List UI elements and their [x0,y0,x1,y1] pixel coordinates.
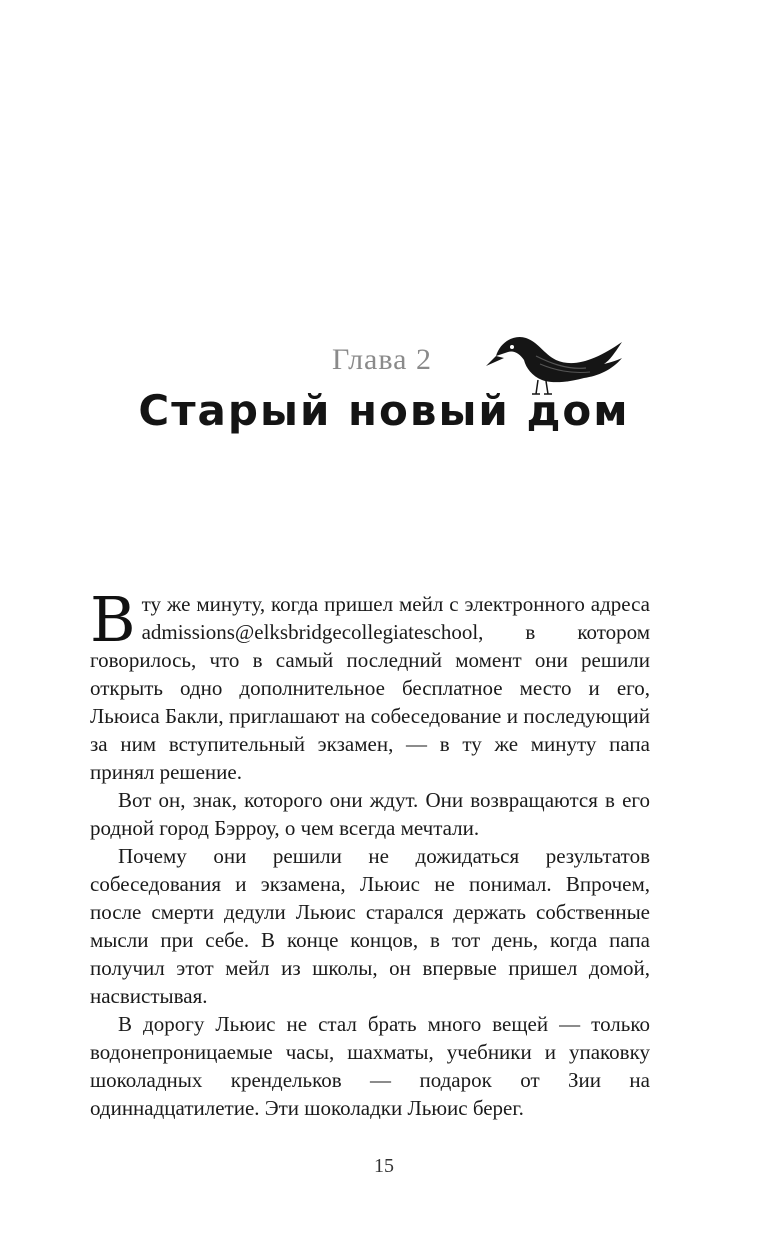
paragraph-3: Почему они решили не дожидаться результатов собеседования и экзамена, Льюис не понимал. Впрочем, после смерти дедули Льюис старался держать собственные мысли при себе. В конце концов, в тот день, когда папа получил этот мейл из школы, он впервые пришел домой, насвистывая. [90,844,650,1008]
body-text [90,583,650,1122]
paragraph-1 [90,583,650,786]
drop-cap: В [90,583,136,656]
chapter-label: Глава 2 [332,343,432,376]
crow-icon [486,320,626,395]
chapter-title: Старый новый дом [138,386,630,435]
paragraph-1-text: ту же минуту, когда пришел мейл с электронного адреса admissions@elksbridgecollegiateschool, в котором говорилось, что в самый последний момент они решили открыть одно дополнительное бесплатное место и его, Льюиса Бакли, приглашают на собеседование и последующий за ним вступительный экзамен, — в ту же минуту папа принял решение. [90,592,650,784]
page-number: 15 [374,1155,394,1177]
paragraph-2: Вот он, знак, которого они ждут. Они возвращаются в его родной город Бэрроу, о чем всегда мечтали. [90,788,650,840]
paragraph-4: В дорогу Льюис не стал брать много вещей — только водонепроницаемые часы, шахматы, учебники и упаковку шоколадных крендельков — подарок от Зии на одиннадцатилетие. Эти шоколадки Льюис берег. [90,1012,650,1120]
